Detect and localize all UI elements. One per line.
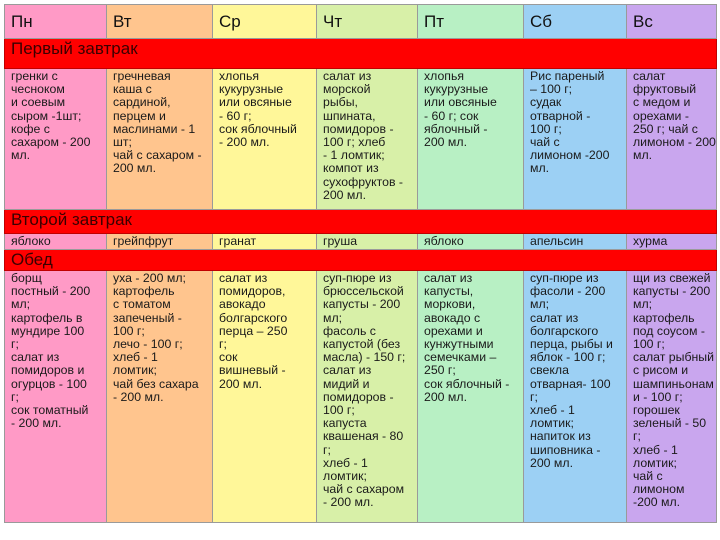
day-header-saturday: Сб [524, 5, 627, 39]
second-breakfast-friday: яблоко [418, 234, 524, 250]
second-breakfast-wednesday: гранат [213, 234, 317, 250]
lunch-monday: борщ постный - 200 мл; картофель в мундире 100 г; салат из помидоров и огурцов - 100 г; сок томатный - 200 мл. [5, 271, 107, 523]
day-header-tuesday: Вт [107, 5, 213, 39]
first-breakfast-thursday: салат из морской рыбы, шпината, помидоров - 100 г; хлеб - 1 ломтик; компот из сухофруктов - 200 мл. [317, 69, 418, 210]
first-breakfast-sunday: салат фруктовый с медом и орехами - 250 г; чай с лимоном - 200 мл. [627, 69, 717, 210]
first-breakfast-monday: гренки с чесноком и соевым сыром -1шт; кофе с сахаром - 200 мл. [5, 69, 107, 210]
lunch-sunday: щи из свежей капусты - 200 мл; картофель под соусом - 100 г; салат рыбный с рисом и шампиньонам и - 100 г; горошек зеленый - 50 г; хлеб - 1 ломтик; чай с лимоном -200 мл. [627, 271, 717, 523]
second-breakfast-saturday: апельсин [524, 234, 627, 250]
day-header-thursday: Чт [317, 5, 418, 39]
second-breakfast-heading: Второй завтрак [5, 210, 717, 234]
day-header-wednesday: Ср [213, 5, 317, 39]
lunch-section-row [5, 250, 717, 271]
second-breakfast-monday: яблоко [5, 234, 107, 250]
days-header-row [5, 5, 717, 39]
lunch-heading: Обед [5, 250, 717, 271]
first-breakfast-friday: хлопья кукурузные или овсяные - 60 г; сок яблочный - 200 мл. [418, 69, 524, 210]
second-breakfast-sunday: хурма [627, 234, 717, 250]
second-breakfast-section-row [5, 210, 717, 234]
first-breakfast-saturday: Рис пареный – 100 г; судак отварной - 100 г; чай с лимоном -200 мл. [524, 69, 627, 210]
first-breakfast-heading: Первый завтрак [5, 39, 717, 69]
lunch-row [5, 271, 717, 523]
first-breakfast-section-row [5, 39, 717, 69]
lunch-tuesday: уха - 200 мл; картофель с томатом запеченый - 100 г; лечо - 100 г; хлеб - 1 ломтик; чай без сахара - 200 мл. [107, 271, 213, 523]
lunch-saturday: суп-пюре из фасоли - 200 мл; салат из болгарского перца, рыбы и яблок - 100 г; свекла отварная- 100 г; хлеб - 1 ломтик; напиток из шиповника - 200 мл. [524, 271, 627, 523]
lunch-wednesday: салат из помидоров, авокадо болгарского перца – 250 г; сок вишневый - 200 мл. [213, 271, 317, 523]
first-breakfast-row [5, 69, 717, 210]
second-breakfast-row [5, 234, 717, 250]
second-breakfast-tuesday: грейпфрут [107, 234, 213, 250]
day-header-sunday: Вс [627, 5, 717, 39]
weekly-menu-table [4, 4, 717, 523]
day-header-monday: Пн [5, 5, 107, 39]
lunch-friday: салат из капусты, моркови, авокадо с орехами и кунжутными семечками – 250 г; сок яблочный - 200 мл. [418, 271, 524, 523]
second-breakfast-thursday: груша [317, 234, 418, 250]
first-breakfast-wednesday: хлопья кукурузные или овсяные - 60 г; сок яблочный - 200 мл. [213, 69, 317, 210]
day-header-friday: Пт [418, 5, 524, 39]
first-breakfast-tuesday: гречневая каша с сардиной, перцем и маслинами - 1 шт; чай с сахаром - 200 мл. [107, 69, 213, 210]
lunch-thursday: суп-пюре из брюссельской капусты - 200 мл; фасоль с капустой (без масла) - 150 г; салат из мидий и помидоров - 100 г; капуста квашеная - 80 г; хлеб - 1 ломтик; чай с сахаром - 200 мл. [317, 271, 418, 523]
